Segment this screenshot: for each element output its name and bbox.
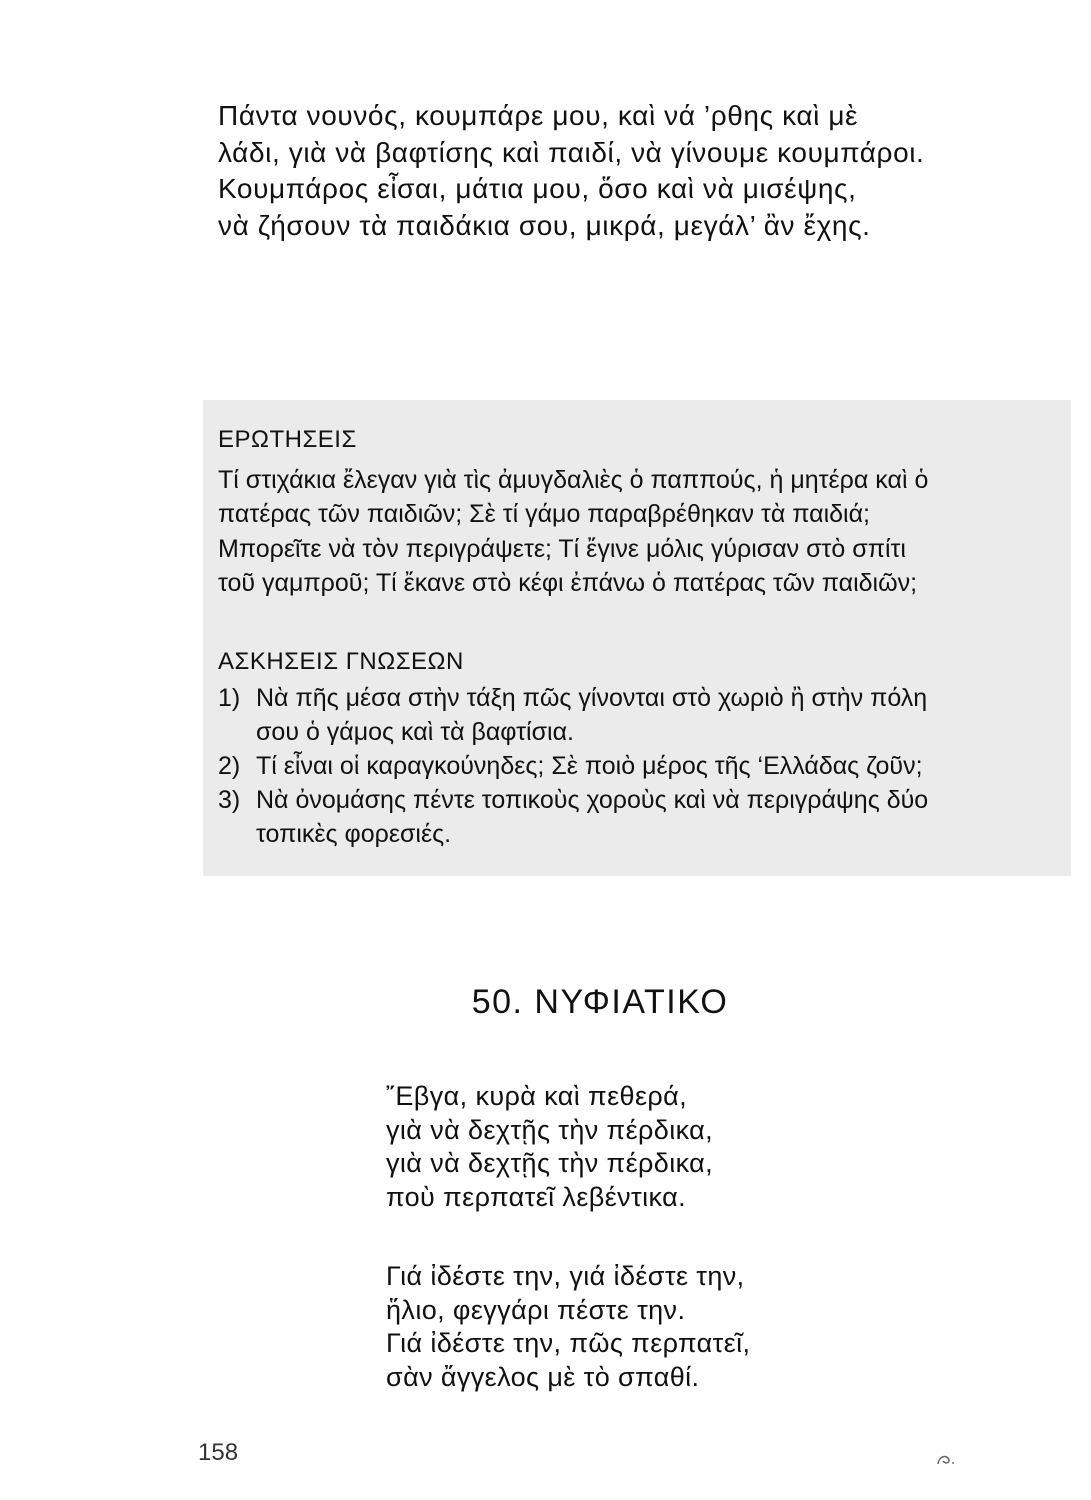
exercise-line: Νὰ πῆς μέσα στὴν τάξη πῶς γίνονται στὸ χωριὸ ἢ στὴν πόλη (256, 684, 928, 712)
exercise-item (218, 749, 1068, 783)
verse-line: Κουμπάρος εἶσαι, μάτια μου, ὅσο καὶ νὰ μισέψης, (218, 173, 857, 204)
verse-line: λάδι, γιὰ νὰ βαφτίσης καὶ παιδί, νὰ γίνουμε κουμπάροι. (218, 136, 925, 168)
exercise-number: 3) (218, 786, 241, 814)
verse-line: Πάντα νουνός, κουμπάρε μου, καὶ νά ’ρθης καὶ μὲ (218, 100, 859, 131)
question-line: Τί στιχάκια ἔλεγαν γιὰ τὶς ἀμυγδαλιὲς ὁ παππούς, ἡ μητέρα καὶ ὁ (218, 466, 929, 494)
exercises-heading: ΑΣΚΗΣΕΙΣ ΓΝΩΣΕΩΝ (218, 648, 464, 675)
verse-line: νὰ ζήσουν τὰ παιδάκια σου, μικρά, μεγάλ’ ἂν ἔχης. (218, 209, 871, 241)
song-line: γιὰ νὰ δεχτῇς τὴν πέρδικα, (386, 1114, 714, 1145)
exercise-number: 1) (218, 684, 241, 712)
song-stanza-1 (386, 1080, 986, 1214)
question-line: τοῦ γαμπροῦ; Τί ἔκανε στὸ κέφι ἐπάνω ὁ πατέρας τῶν παιδιῶν; (218, 569, 918, 598)
exercise-line: Νὰ ὀνομάσης πέντε τοπικοὺς χοροὺς καὶ νὰ περιγράψης δύο (256, 786, 929, 814)
song-line: ῎Εβγα, κυρὰ καὶ πεθερά, (386, 1081, 688, 1111)
exercise-line: τοπικὲς φορεσιές. (256, 820, 452, 848)
intro-verse (218, 98, 1063, 244)
exercise-number: 2) (218, 752, 241, 780)
question-line: Μπορεῖτε νὰ τὸν περιγράψετε; Τί ἔγινε μόλις γύρισαν στὸ σπίτι (218, 534, 906, 563)
page-number: 158 (198, 1439, 239, 1466)
song-line: γιὰ νὰ δεχτῇς τὴν πέρδικα, (386, 1148, 714, 1178)
song-line: ποὺ περπατεῖ λεβέντικα. (386, 1181, 686, 1212)
exercise-line: Τί εἶναι οἱ καραγκούνηδες; Σὲ ποιὸ μέρος τῆς ‘Ελλάδας ζοῦν; (256, 752, 923, 780)
exercise-line: σου ὁ γάμος καὶ τὰ βαφτίσια. (256, 718, 574, 746)
questions-text (218, 463, 1068, 601)
exercise-item (218, 681, 1068, 749)
song-line: ἥλιο, φεγγάρι πέστε την. (386, 1294, 686, 1325)
printer-mark-icon (935, 1450, 957, 1466)
questions-heading: ΕΡΩΤΗΣΕΙΣ (218, 426, 357, 453)
song-line: Γιά ἰδέστε την, γιά ἰδέστε την, (386, 1261, 745, 1291)
song-line: Γιά ἰδέστε την, πῶς περπατεῖ, (386, 1328, 751, 1358)
questions-section (218, 425, 1068, 601)
song-stanza-2 (386, 1260, 986, 1394)
exercises-section (218, 647, 1068, 851)
exercise-item (218, 783, 1068, 851)
song-title: 50. ΝΥΦΙΑΤΙΚΟ (471, 983, 729, 1021)
song-line: σὰν ἄγγελος μὲ τὸ σπαθί. (386, 1361, 700, 1392)
question-line: πατέρας τῶν παιδιῶν; Σὲ τί γάμο παραβρέθηκαν τὰ παιδιά; (218, 500, 871, 529)
